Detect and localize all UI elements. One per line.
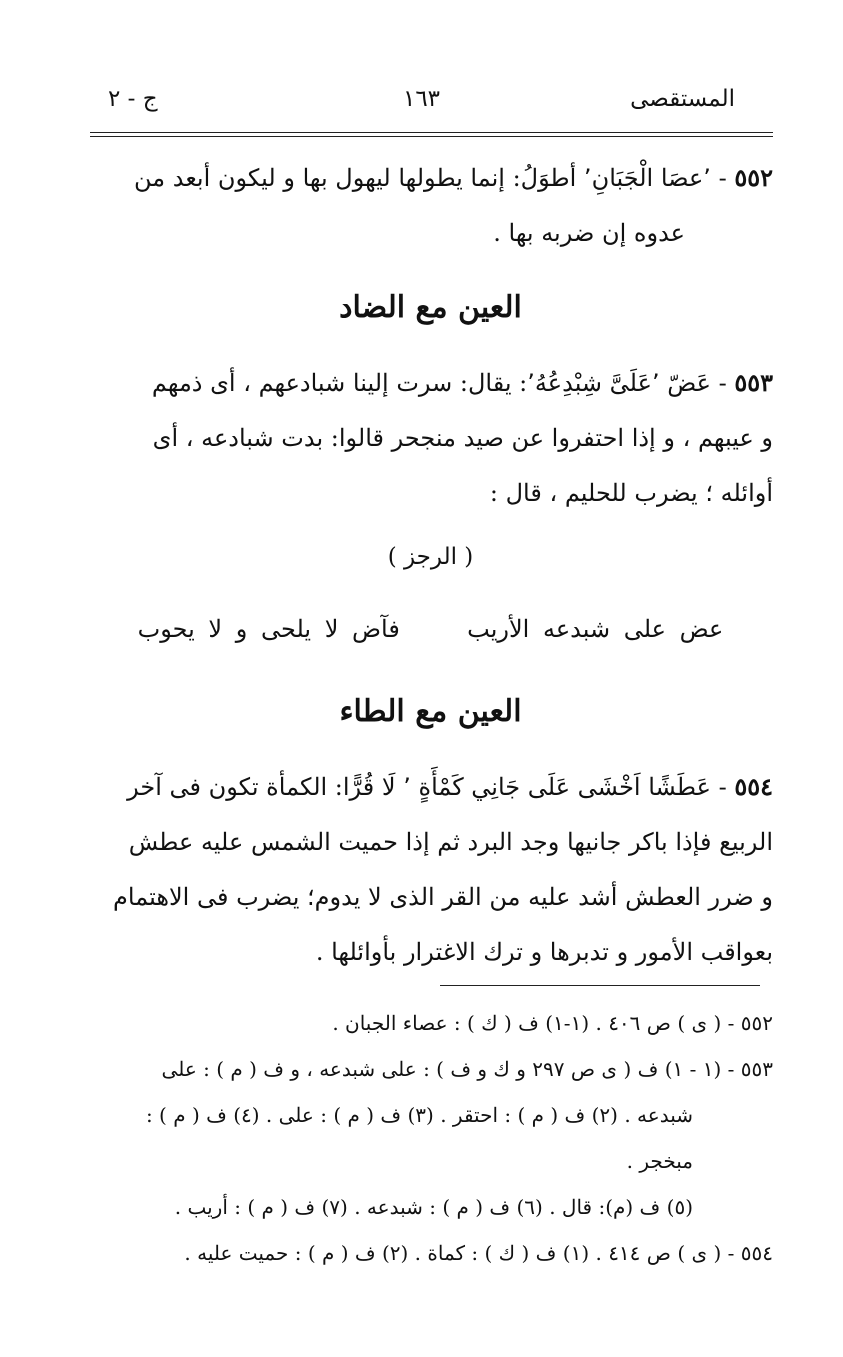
poetic-meter: ( الرجز ) bbox=[387, 544, 474, 570]
running-header bbox=[108, 86, 735, 126]
entry-554-line-4: بعواقب الأمور و تدبرها و ترك الاغترار بأوائلها . bbox=[315, 938, 773, 966]
entry-number: ٥٥٤ bbox=[734, 772, 773, 801]
entry-554-line-1 bbox=[88, 759, 773, 815]
footnote-553-line-3: (٥) ف (م): قال . (٦) ف ( م ) : شبدعه . (٧) ف ( م ) : أريب . bbox=[174, 1195, 693, 1219]
entry-number: ٥٥٣ bbox=[734, 368, 773, 397]
entry-553-line-2: و عيبهم ، و إذا احتفروا عن صيد منجحر قالوا: بدت شبادعه ، أى bbox=[152, 424, 773, 452]
verse-line bbox=[88, 593, 773, 665]
footnote-rule bbox=[440, 985, 760, 986]
entry-number: ٥٥٢ bbox=[734, 163, 773, 192]
section-heading-ain-ta: العين مع الطاء bbox=[339, 694, 522, 729]
entry-text: - عَطَشًا اَخْشَى عَلَى جَانِي كَمْأَةٍ ٬ لَا قُرًّا: الكمأة تكون فى آخر bbox=[127, 773, 727, 801]
entry-554-line-3: و ضرر العطش أشد عليه من القر الذى لا يدوم؛ يضرب فى الاهتمام bbox=[113, 883, 773, 911]
book-title: المستقصى bbox=[630, 86, 735, 112]
entry-553-line-1 bbox=[88, 355, 773, 411]
footnote-553-line-1: ٥٥٣ - (١ - ١) ف ( ى ص ٢٩٧ و ك و ف ) : على شبدعه ، و ف ( م ) : على bbox=[161, 1057, 773, 1081]
header-rule bbox=[90, 132, 773, 137]
section-heading-ain-dad: العين مع الضاد bbox=[339, 290, 522, 325]
volume-label: ج - ٢ bbox=[108, 86, 158, 112]
entry-554-line-2: الربيع فإذا باكر جانيها وجد البرد ثم إذا حميت الشمس عليه عطش bbox=[128, 828, 773, 856]
entry-552-line-1 bbox=[88, 150, 773, 206]
entry-text: - عَضّ ٬عَلَىَّ شِبْدِعُهُ٬: يقال: سرت إلينا شبادعهم ، أى ذمهم bbox=[151, 369, 727, 397]
footnote-553-line-2: شبدعه . (٢) ف ( م ) : احتقر . (٣) ف ( م ) : على . (٤) ف ( م ) : مبخجر . bbox=[145, 1103, 693, 1173]
main-text bbox=[88, 150, 773, 980]
footnotes bbox=[88, 1000, 773, 1276]
entry-552-line-2: عدوه إن ضربه بها . bbox=[493, 219, 685, 247]
page-number: ١٦٣ bbox=[402, 86, 441, 112]
entry-553-line-3: أوائله ؛ يضرب للحليم ، قال : bbox=[489, 479, 773, 507]
footnote-554: ٥٥٤ - ( ى ) ص ٤١٤ . (١) ف ( ك ) : كماة . (٢) ف ( م ) : حميت عليه . bbox=[184, 1241, 773, 1265]
entry-text: - ٬عصَا الْجَبَانِ٬ أطوَلُ: إنما يطولها ليهول بها و ليكون أبعد من bbox=[134, 164, 727, 192]
footnote-552: ٥٥٢ - ( ى ) ص ٤٠٦ . (١-١) ف ( ك ) : عصاء الجبان . bbox=[332, 1011, 773, 1035]
verse-hemistich-2: فآض لا يلحى و لا يحوب bbox=[137, 615, 400, 643]
verse-hemistich-1: عض على شبدعه الأريب bbox=[467, 615, 724, 643]
